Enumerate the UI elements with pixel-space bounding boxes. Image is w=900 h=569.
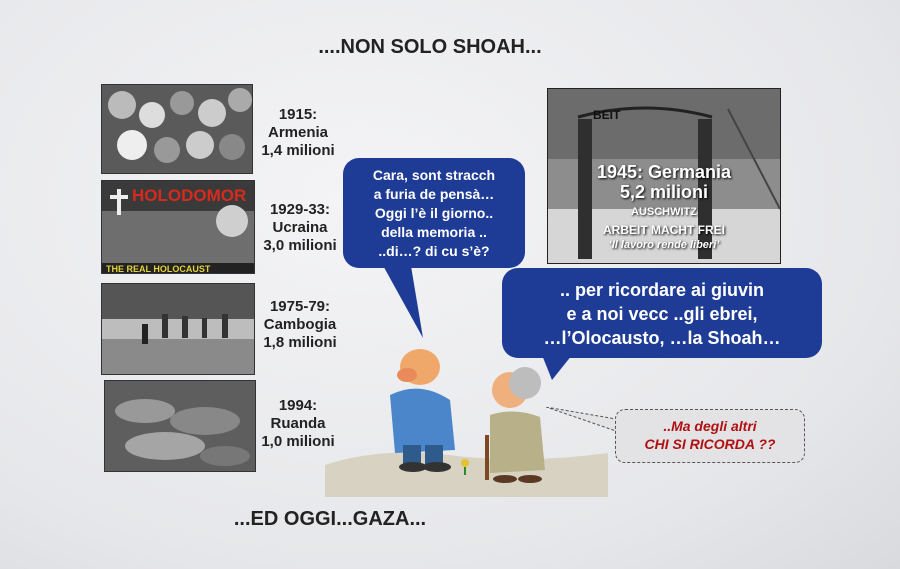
- speech-bubble-small: ..Ma degli altri CHI SI RICORDA ??: [615, 409, 805, 463]
- auschwitz-photo: [547, 88, 781, 264]
- armenia-caption: 1915: Armenia 1,4 milioni: [261, 106, 335, 159]
- page-subtitle: ...ED OGGI...GAZA...: [233, 508, 427, 530]
- auschwitz-name: AUSCHWITZ: [631, 206, 697, 218]
- armenia-photo: [101, 84, 253, 174]
- holodomor-photo: [101, 180, 255, 274]
- ukraine-caption: 1929-33: Ucraina 3,0 milioni: [263, 201, 337, 254]
- speech-bubble-right: .. per ricordare ai giuvin e a noi vecc ..gli ebrei, …l’Olocausto, …la Shoah…: [502, 268, 822, 358]
- auschwitz-count: 5,2 milioni: [619, 182, 709, 202]
- bubble-left-tail: [380, 260, 430, 340]
- cambodia-caption: 1975-79: Cambogia 1,8 milioni: [263, 298, 337, 351]
- holodomor-banner: HOLODOMOR: [132, 186, 247, 205]
- cambodia-photo: [101, 283, 255, 375]
- page-title: ....NON SOLO SHOAH...: [318, 36, 542, 58]
- holodomor-footer: THE REAL HOLOCAUST: [106, 264, 211, 273]
- auschwitz-motto: ARBEIT MACHT FREI: [603, 223, 725, 237]
- speech-bubble-left: Cara, sont stracch a furia de pensà… Oggi l’è il giorno.. della memoria .. ..di…? di cu s’è?: [343, 158, 525, 268]
- cartoon-elderly-couple: [325, 345, 608, 497]
- auschwitz-year: 1945: Germania: [596, 162, 732, 182]
- rwanda-caption: 1994: Ruanda 1,0 milioni: [261, 397, 335, 450]
- auschwitz-sign: BEIT: [593, 108, 621, 122]
- rwanda-photo: [104, 380, 256, 472]
- auschwitz-translation: ‘Il lavoro rende liberi’: [608, 239, 720, 251]
